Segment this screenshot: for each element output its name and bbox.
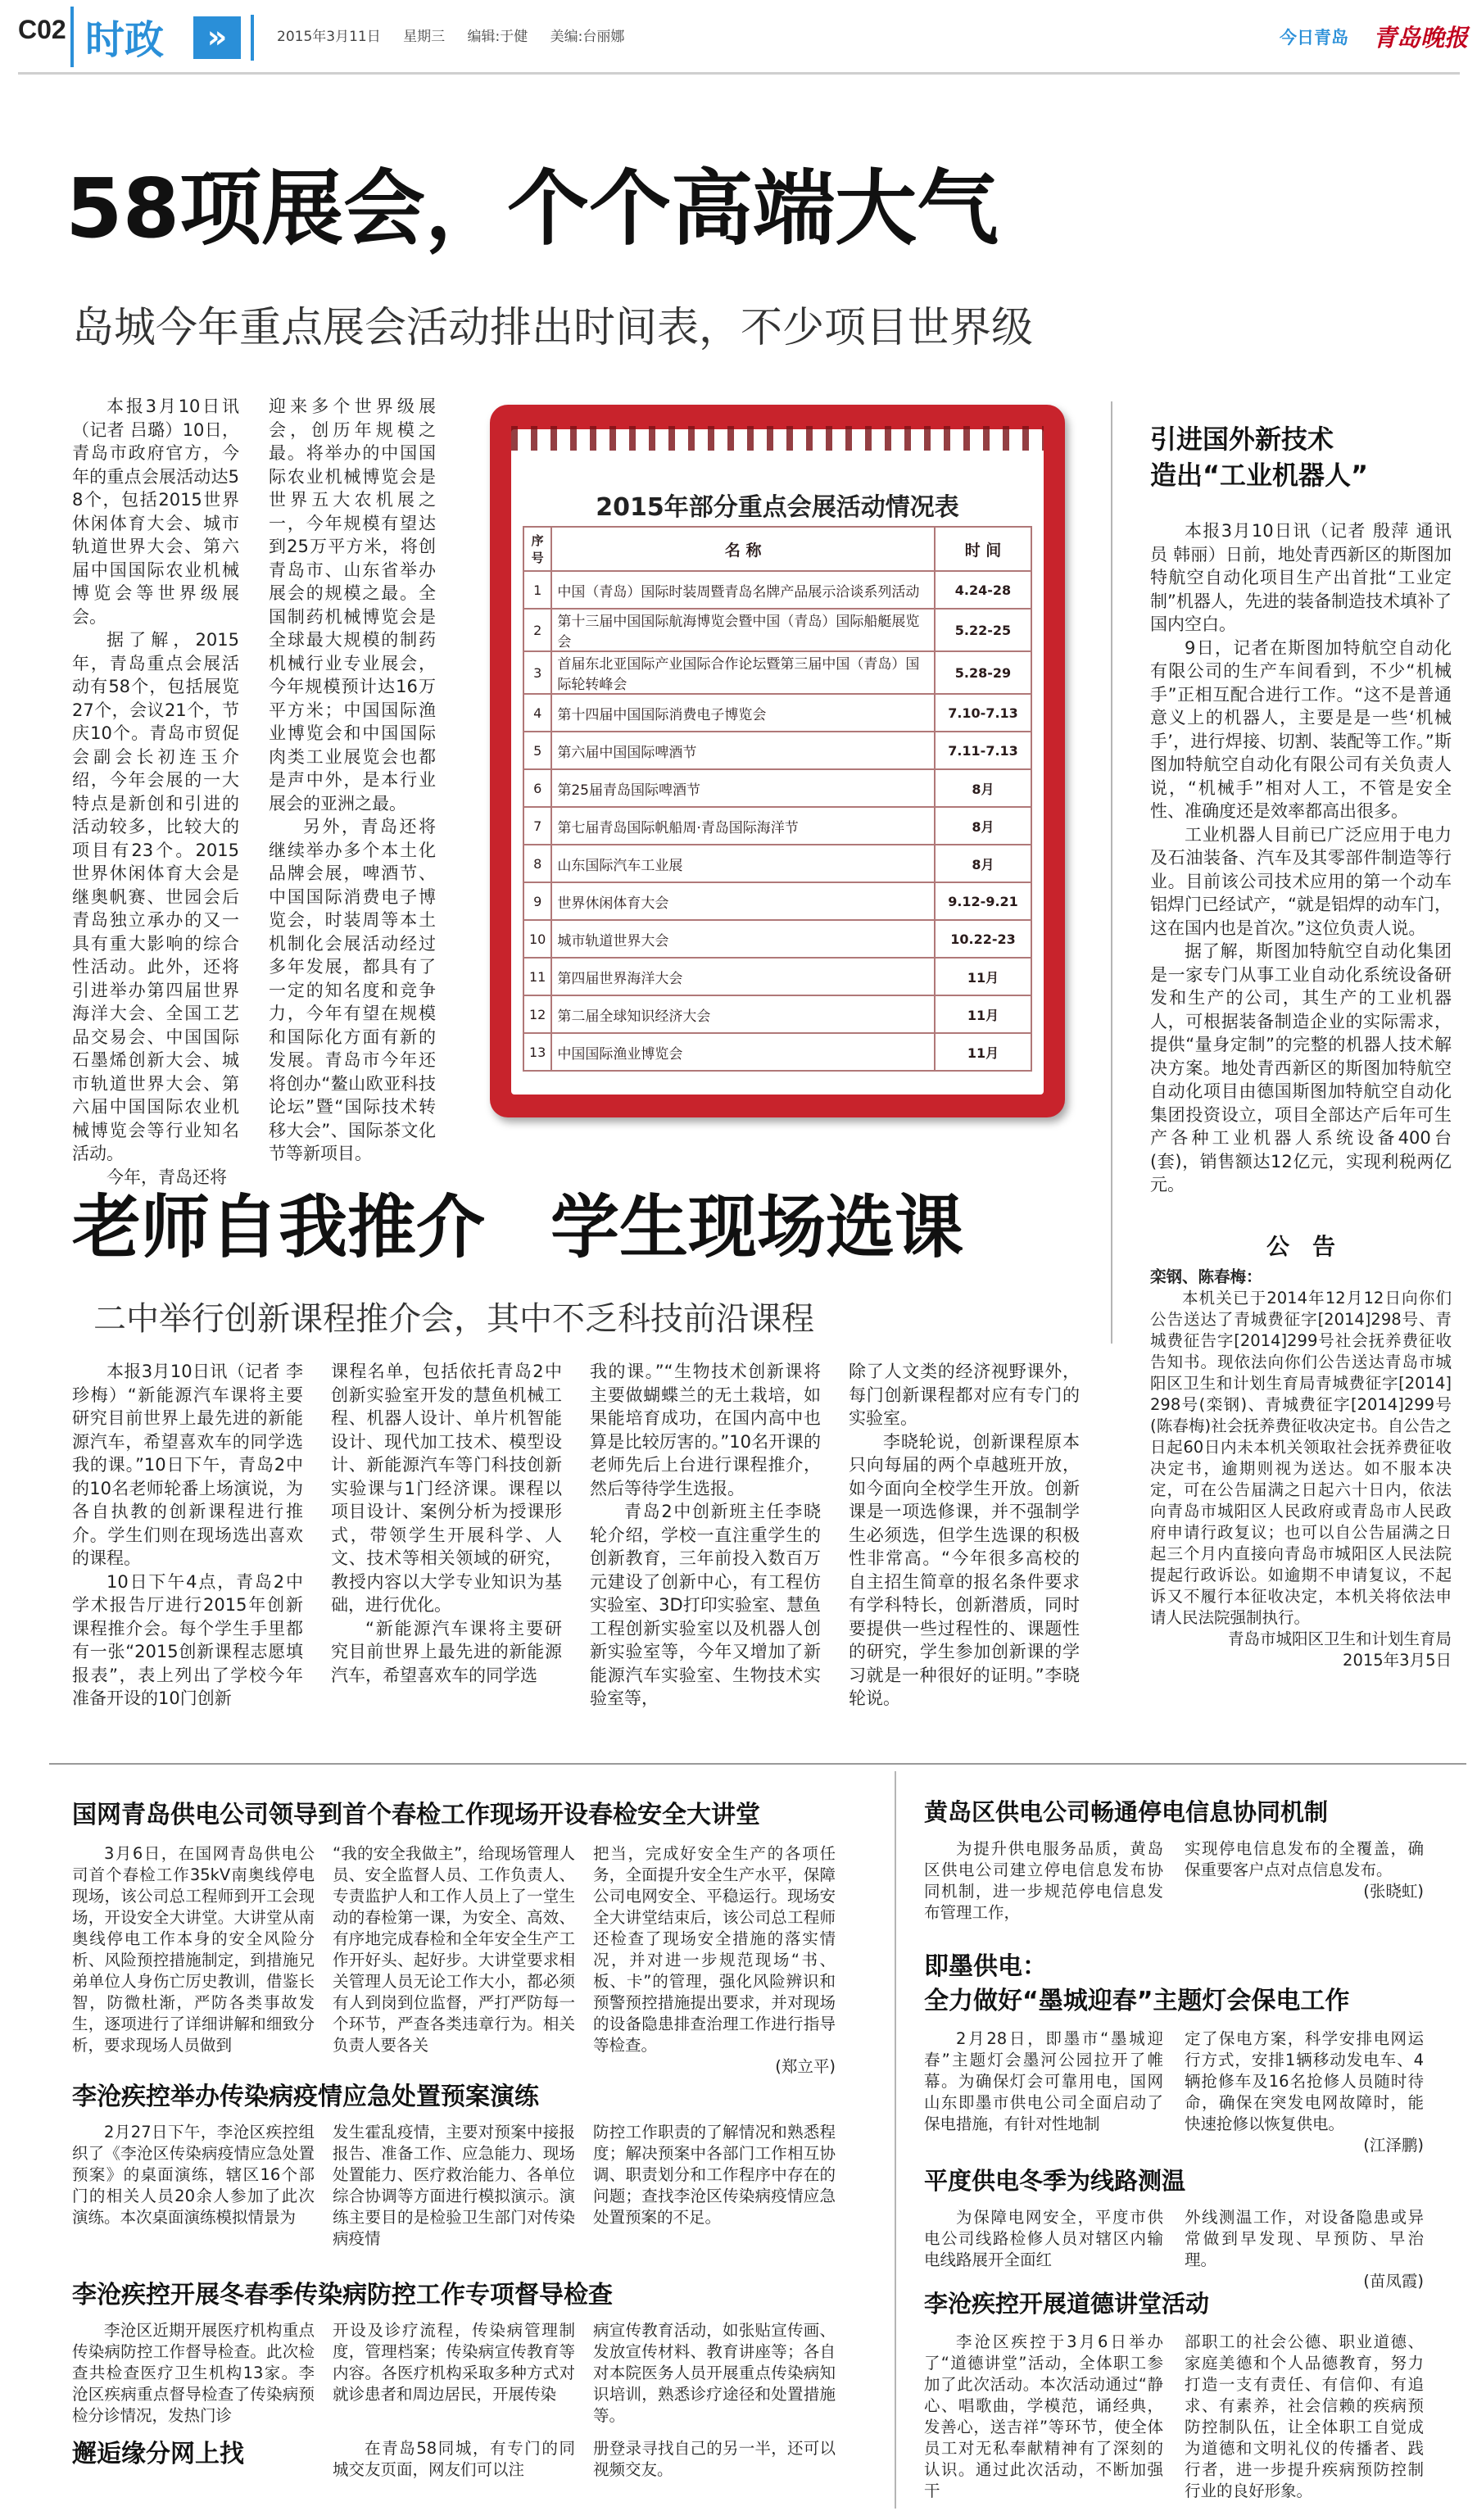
s5-title: 李沧疾控开展冬春季传染病防控工作专项督导检查 [72, 2281, 613, 2309]
story1-subheadline: 岛城今年重点展会活动排出时间表，不少项目世界级 [72, 304, 1034, 352]
story2-col4: 除了人文类的经济视野课外，每门创新课程都对应有专门的实验室。 李晓轮说，创新课程原本只向每届的两个卓越班开放，如今面向全校学生开放。创新课是一项选修课，并不强制学生必须选，但学生选课的积极性非常高。“今年很多高校的自主招生简章的报名条件要求有学科特长，创新潜质，同时要提供一些过程性的、课题性的研究，学生参加创新课的学习就是一种很好的证明。”李晓轮说。 [849, 1362, 1080, 1708]
table-row: 6 第25届青岛国际啤酒节 8月 [523, 769, 1031, 807]
s3-col1: 3月6日，在国网青岛供电公司首个春检工作35kV南奥线停电现场，该公司总工程师到开工会现场，开设安全大讲堂。大讲堂从南奥线停电工作本身的安全风险分析、风险预控措施制定，到措施兄弟单位人身伤亡厉史教训，借鉴长智，防微杜渐，严防各类事故发生，逐项进行了详细讲解和细致分析，要求现场人员做到 [72, 1844, 315, 2055]
s10-col2: 部职工的社会公德、职业道德、家庭美德和个人品德教育，努力打造一支有责任、有信仰、有追求、有素养，社会信赖的疾病预防控制队伍，让全体职工自觉成为道德和文明礼仪的传播者、践行者，进一步提升疾病预防控制行业的良好形象。 [1185, 2332, 1424, 2500]
table-row: 10 城市轨道世界大会 10.22-23 [523, 920, 1031, 958]
s5-col1: 李沧区近期开展医疗机构重点传染病防控工作督导检查。此次检查共检查医疗卫生机构13家。李沧区疾病重点督导检查了传染病预检分诊情况，发热门诊 [72, 2321, 315, 2425]
s6-title: 邂逅缘分网上找 [72, 2440, 244, 2468]
masthead [0, 0, 1477, 75]
s3-col3: 把当，完成好安全生产的各项任务，全面提升安全生产水平，保障公司电网安全、平稳运行。现场安全大讲堂结束后，该公司总工程师还检查了现场安全措施的落实情况，并对进一步规范现场“书、板、卡”的管理，强化风险辨识和预警预控措施提出要求，并对现场的设备隐患排查治理工作进行指导等检查。 (郑立平) [593, 1844, 836, 2076]
s5-col3: 病宣传教育活动，如张贴宣传画、发放宣传材料、教育讲座等；各自对本院医务人员开展重点传染病知识培训，熟悉诊疗途径和处置措施等。 [593, 2321, 836, 2425]
s4-col1: 2月27日下午，李沧区疾控组织了《李沧区传染病疫情应急处置预案》的桌面演练，辖区16个部门的相关人员20余人参加了此次演练。本次桌面演练模拟情景为 [72, 2123, 315, 2227]
story2-headline: 老师自我推介 学生现场选课 [72, 1187, 964, 1267]
table-row: 9 世界休闲体育大会 9.12-9.21 [523, 882, 1031, 920]
col-header-index: 序号 [523, 527, 551, 571]
s7-title: 黄岛区供电公司畅通停电信息协同机制 [924, 1798, 1329, 1826]
event-table-clipboard [490, 405, 1065, 1117]
page-number: C02 [18, 15, 66, 44]
s10-col1: 李沧区疾控于3月6日举办了“道德讲堂”活动，全体职工参加了此次活动。本次活动通过“静心、唱歌曲，学模范，诵经典，发善心，送吉祥”等环节，使全体员工对无私奉献精神有了深刻的认识。通过此次活动，不断加强干 [924, 2332, 1163, 2500]
brand-logo: 青岛晚报 [1373, 24, 1469, 52]
table-row: 8 山东国际汽车工业展 8月 [523, 845, 1031, 882]
s8-col1: 2月28日，即墨市“墨城迎春”主题灯会墨河公园拉开了帷幕。为确保灯会可靠用电，国网山东即墨市供电公司全面启动了保电措施，有针对性地制 [924, 2029, 1163, 2133]
table-row: 2 第十三届中国国际航海博览会暨中国（青岛）国际船艇展览会 5.22-25 [523, 609, 1031, 651]
notice-title: 公 告 [1266, 1233, 1335, 1260]
editor: 编辑:于健 [467, 29, 528, 45]
s4-col3: 防控工作职责的了解情况和熟悉程度；解决预案中各部门工作相互协调、职责划分和工作程序中存在的问题；查找李沧区传染病疫情应急处置预案的不足。 [593, 2123, 836, 2227]
table-row: 13 中国国际渔业博览会 11月 [523, 1033, 1031, 1071]
story2-col1: 本报3月10日讯（记者 李珍梅）“新能源汽车课将主要研究目前世界上最先进的新能源汽车，希望喜欢车的同学选我的课。”10日下午，青岛2中的10名老师轮番上场演说，为各自执教的创新课程进行推介。学生们则在现场选出喜欢的课程。 10日下午4点，青岛2中学术报告厅进行2015年创新课程推介会。每个学生手里都有一张“2015创新课程志愿填报表”，表上列出了学校今年准备开设的10门创新 [72, 1362, 303, 1708]
s7-col2: 实现停电信息发布的全覆盖，确保重要客户点对点信息发布。 (张晓虹) [1185, 1839, 1424, 1901]
table-row: 5 第六届中国国际啤酒节 7.11-7.13 [523, 732, 1031, 769]
issue-weekday: 星期三 [403, 29, 446, 45]
s9-col2: 外线测温工作，对设备隐患或异常做到早发现、早预防、早治理。 (苗凤霞) [1185, 2208, 1424, 2291]
story2-col3: 我的课。”“生物技术创新课将主要做蝴蝶兰的无土栽培，如果能培育成功，在国内高中也算是比较厉害的。”10名开课的老师先后上台进行课程推介，然后等待学生选报。 青岛2中创新班主任李晓轮介绍，学校一直注重学生的创新教育，三年前投入数百万元建设了创新中心，有工程仿实验室、3D打印实验室、慧鱼工程创新实验室以及机器人创新实验室等，今年又增加了新能源汽车实验室、生物技术实验室等， [590, 1362, 821, 1708]
binder-rings [511, 426, 1044, 451]
s9-col1: 为保障电网安全，平度市供电公司线路检修人员对辖区内输电线路展开全面红 [924, 2208, 1163, 2269]
col-header-date: 时 间 [935, 527, 1031, 571]
issue-date: 2015年3月11日 [277, 29, 381, 45]
s8-col2: 定了保电方案，科学安排电网运行方式，安排1辆移动发电车、4辆抢修车及16名抢修人员随时待命，确保在突发电网故障时，能快速抢修以恢复供电。 (江泽鹏) [1185, 2029, 1424, 2155]
s3-col2: “我的安全我做主”，给现场管理人员、安全监督人员、工作负责人、专责监护人和工作人员上了一堂生动的春检第一课，为安全、高效、有序地完成春检和全年安全生产工作开好头、起好步。大讲堂要求相关管理人员无论工作大小，都必须有人到岗到位监督，严打严防每一个环节，严查各类违章行为。相关负责人要各关 [333, 1844, 575, 2055]
notice-body: 栾钢、陈春梅： 本机关已于2014年12月12日向你们公告送达了青城费征字[2014]298号、青城费征告字[2014]299号社会抚养费征收告知书。现依法向你们公告送达青岛市城阳区卫生和计划生育局青城费征字[2014]298号(栾钢)、青城费征字[2014]299号(陈春梅)社会抚养费征收决定书。自公告之日起60日内未本机关领取社会抚养费征收决定书，逾期则视为送达。如不服本决定，可在公告届满之日起六十日内，依法向青岛市城阳区人民政府或青岛市人民政府申请行政复议；也可以自公告届满之日起三个月内直接向青岛市城阳区人民法院提起行政诉讼。如逾期不申请复议，不起诉又不履行本征收决定，本机关将依法申请人民法院强制执行。 青岛市城阳区卫生和计划生育局 2015年3月5日 [1150, 1267, 1452, 1670]
notice-date: 2015年3月5日 [1343, 1651, 1452, 1670]
s6-col2: 在青岛58同城，有专门的同城交友页面，网友们可以注 [333, 2439, 575, 2479]
story1-col2: 迎来多个世界级展会，创历年规模之最。将举办的中国国际农业机械博览会是世界五大农机展之一，今年规模有望达到25万平方米，将创青岛市、山东省举办展会的规模之最。全国制药机械博览会是全球最大规模的制药机械行业专业展会，今年规模预计达16万平方米；中国国际渔业博览会和中国国际肉类工业展览会也都是声中外，是本行业展会的亚洲之最。 另外，青岛还将继续举办多个本土化品牌会展，啤酒节、中国国际消费电子博览会，时装周等本土机制化会展活动经过多年发展，都具有了一定的知名度和竞争力，今年有望在规模和国际化方面有新的发展。青岛市今年还将创办“鳌山欧亚科技论坛”暨“国际技术转移大会”、国际茶文化节等新项目。 [269, 397, 436, 1163]
s3-title: 国网青岛供电公司领导到首个春检工作现场开设春检安全大讲堂 [72, 1801, 760, 1829]
robot-headline: 引进国外新技术 造出“工业机器人” [1150, 424, 1369, 491]
s5-col2: 开设及诊疗流程，传染病管理制度，管理档案；传染病宣传教育等内容。各医疗机构采取多种方式对就诊患者和周边居民，开展传染 [333, 2321, 575, 2404]
event-table [523, 526, 1032, 1072]
section-arrow-icon: » [193, 16, 241, 59]
table-title: 2015年部分重点会展活动情况表 [596, 493, 959, 522]
region-tag: 今日青岛 [1280, 28, 1348, 48]
section-name: 时政 [85, 17, 165, 63]
s6-col3: 册登录寻找自己的另一半，还可以视频交友。 [593, 2439, 836, 2479]
table-row: 4 第十四届中国国际消费电子博览会 7.10-7.13 [523, 694, 1031, 732]
notice-signature: 青岛市城阳区卫生和计划生育局 [1227, 1629, 1452, 1648]
col-header-name: 名 称 [551, 527, 935, 571]
s8-title: 即墨供电： 全力做好“墨城迎春”主题灯会保电工作 [924, 1952, 1350, 2015]
story2-subheadline: 二中举行创新课程推介会，其中不乏科技前沿课程 [93, 1300, 814, 1338]
designer: 美编:台丽娜 [550, 29, 625, 45]
table-row: 7 第七届青岛国际帆船周·青岛国际海洋节 8月 [523, 807, 1031, 845]
notice-addressee: 栾钢、陈春梅： [1150, 1267, 1262, 1286]
s4-col2: 发生霍乱疫情，主要对预案中接报报告、准备工作、应急能力、现场处置能力、医疗救治能力、各单位综合协调等方面进行模拟演示。演练主要目的是检验卫生部门对传染病疫情 [333, 2123, 575, 2248]
s10-title: 李沧疾控开展道德讲堂活动 [924, 2290, 1210, 2318]
table-row: 11 第四届世界海洋大会 11月 [523, 958, 1031, 995]
table-row: 1 中国（青岛）国际时装周暨青岛名牌产品展示洽谈系列活动 4.24-28 [523, 571, 1031, 609]
robot-body: 本报3月10日讯（记者 殷萍 通讯员 韩丽）日前，地处青西新区的斯图加特航空自动化项目生产出首批“工业定制”机器人，先进的装备制造技术填补了国内空白。 9日，记者在斯图加特航空自动化有限公司的生产车间看到，不少“机械手”正相互配合进行工作。“这不是普通意义上的机器人，主要是是一些‘机械手’，进行焊接、切割、装配等工作。”斯图加特航空自动化有限公司有关负责人说，“机械手”相对人工，不管是安全性、准确度还是效率都高出很多。 工业机器人目前已广泛应用于电力及石油装备、汽车及其零部件制造等行业。目前该公司技术应用的第一个动车铝焊门已经试产，“就是铝焊的动车门，这在国内也是首次。”这位负责人说。 据了解，斯图加特航空自动化集团是一家专门从事工业自动化系统设备研发和生产的公司，其生产的工业机器人，可根据装备制造企业的实际需求，提供“量身定制”的完整的机器人技术解决方案。地处青西新区的斯图加特航空自动化项目由德国斯图加特航空自动化集团投资设立，项目全部达产后年可生产各种工业机器人系统设备400台(套)，销售额达12亿元，实现利税两亿元。 [1150, 521, 1452, 1194]
story1-col1: 本报3月10日讯（记者 吕璐）10日，青岛市政府官方，今年的重点会展活动达58个，包括2015世界休闲体育大会、城市轨道世界大会、第六届中国国际农业机械博览会等世界级展会。 据了解，2015年，青岛重点会展活动有58个，包括展览27个，会议21个，节庆10个。青岛市贸促会副会长初连玉介绍，今年会展的一大特点是新创和引进的活动较多，比较大的项目有23个。2015世界休闲体育大会是继奥帆赛、世园会后青岛独立承办的又一具有重大影响的综合性活动。此外，还将引进举办第四届世界海洋大会、全国工艺品交易会、中国国际石墨烯创新大会、城市轨道世界大会、第六届中国国际农业机械博览会等行业知名活动。 今年，青岛还将 [72, 397, 239, 1187]
s4-title: 李沧疾控举办传染病疫情应急处置预案演练 [72, 2083, 539, 2111]
s7-col1: 为提升供电服务品质，黄岛区供电公司建立停电信息发布协同机制，进一步规范停电信息发布管理工作， [924, 1839, 1163, 1922]
table-row: 12 第二届全球知识经济大会 11月 [523, 995, 1031, 1033]
table-row: 3 首届东北亚国际产业国际合作论坛暨第三届中国（青岛）国际轮转峰会 5.28-29 [523, 651, 1031, 694]
story1-headline: 58项展会，个个高端大气 [66, 161, 999, 256]
issue-info [277, 25, 624, 45]
s9-title: 平度供电冬季为线路测温 [924, 2167, 1186, 2195]
story2-col2: 课程名单，包括依托青岛2中创新实验室开发的慧鱼机械工程、机器人设计、单片机智能设计、现代加工技术、模型设计、新能源汽车等门科技创新实验课与1门经济课。课程以项目设计、案例分析为授课形式，带领学生开展科学、人文、技术等相关领域的研究，教授内容以大学专业知识为基础，进行优化。 “新能源汽车课将主要研究目前世界上最先进的新能源汽车，希望喜欢车的同学选 [331, 1362, 562, 1685]
